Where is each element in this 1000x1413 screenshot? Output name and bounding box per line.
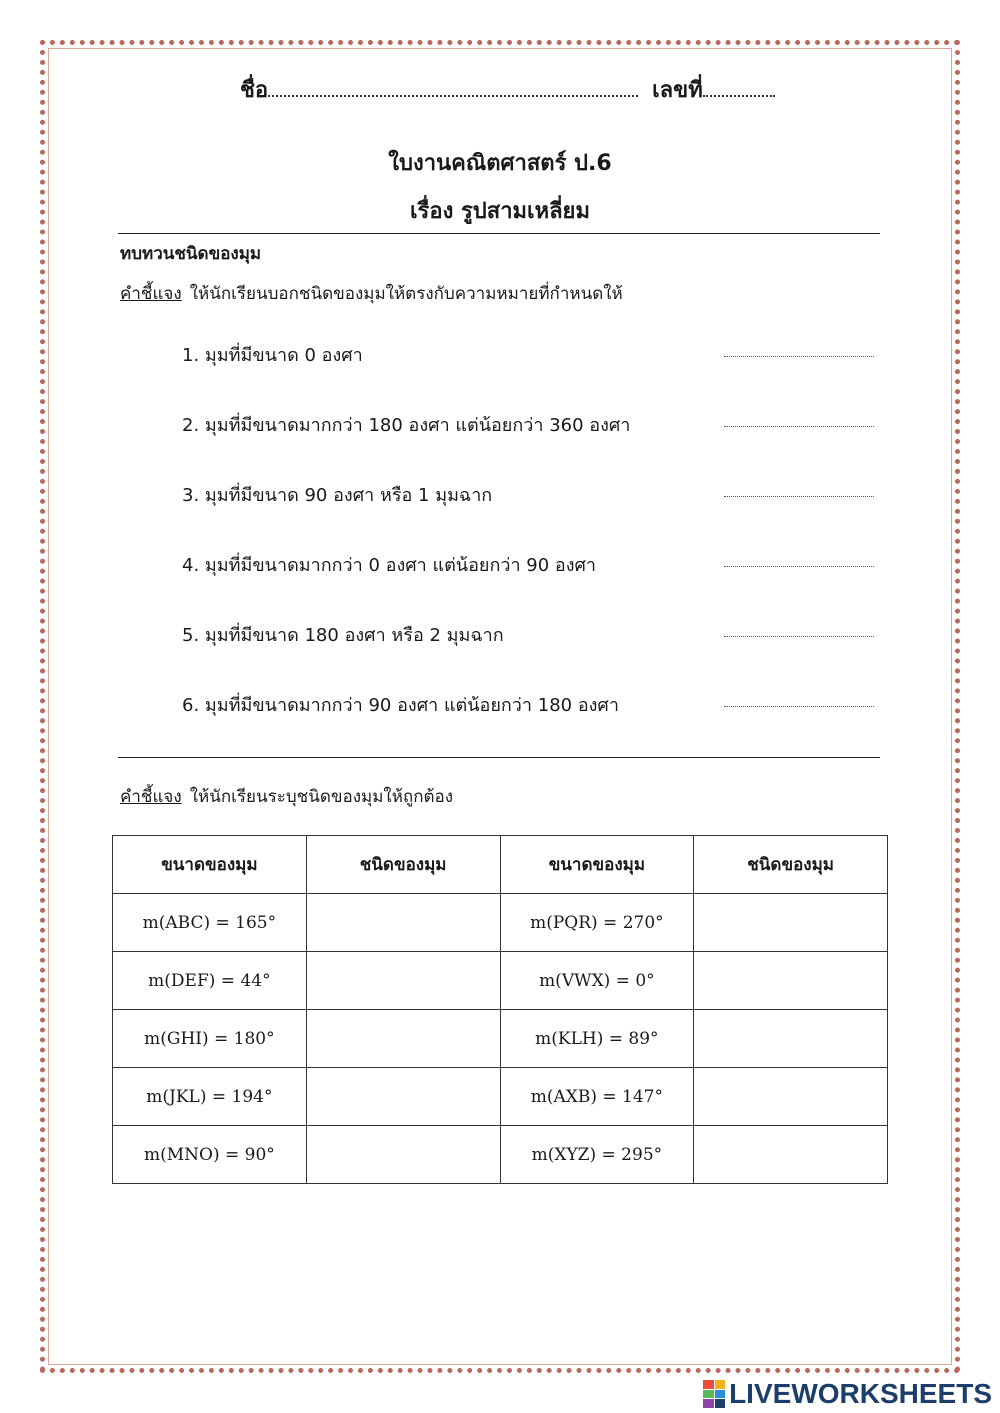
- table-row: [113, 1126, 888, 1184]
- worksheet-subtitle: เรื่อง รูปสามเหลี่ยม: [410, 199, 590, 224]
- angle-measure: m(ABC) = 165°: [113, 894, 307, 952]
- answer-field-5[interactable]: [724, 636, 874, 637]
- instruction-label: คำชี้แจง: [120, 284, 182, 304]
- angle-measure: m(KLH) = 89°: [500, 1010, 694, 1068]
- angle-measure: m(AXB) = 147°: [500, 1068, 694, 1126]
- angle-measure: m(GHI) = 180°: [113, 1010, 307, 1068]
- divider-middle: [118, 757, 880, 758]
- answer-field-4[interactable]: [724, 566, 874, 567]
- angle-type-answer[interactable]: [306, 1010, 500, 1068]
- liveworksheets-logo: [703, 1378, 992, 1410]
- angle-type-answer[interactable]: [306, 1068, 500, 1126]
- question-5: 5. มุมที่มีขนาด 180 องศา หรือ 2 มุมฉาก: [182, 625, 504, 646]
- question-2: 2. มุมที่มีขนาดมากกว่า 180 องศา แต่น้อยกว่า 360 องศา: [182, 415, 631, 436]
- angle-type-answer[interactable]: [694, 952, 888, 1010]
- angle-type-answer[interactable]: [306, 894, 500, 952]
- worksheet-title: ใบงานคณิตศาสตร์ ป.6: [388, 151, 612, 176]
- angle-measure: m(MNO) = 90°: [113, 1126, 307, 1184]
- angle-type-answer[interactable]: [694, 894, 888, 952]
- answer-field-6[interactable]: [724, 706, 874, 707]
- angle-type-answer[interactable]: [694, 1126, 888, 1184]
- table-row: [113, 1068, 888, 1126]
- table-row: [113, 894, 888, 952]
- answer-field-1[interactable]: [724, 356, 874, 357]
- section-heading: ทบทวนชนิดของมุม: [120, 244, 262, 264]
- angle-measure: m(VWX) = 0°: [500, 952, 694, 1010]
- logo-icon: [703, 1380, 725, 1408]
- question-3: 3. มุมที่มีขนาด 90 องศา หรือ 1 มุมฉาก: [182, 485, 493, 506]
- question-6: 6. มุมที่มีขนาดมากกว่า 90 องศา แต่น้อยกว่า 180 องศา: [182, 695, 619, 716]
- instruction-2: [120, 783, 453, 810]
- angle-measure: m(XYZ) = 295°: [500, 1126, 694, 1184]
- logo-text: LIVEWORKSHEETS: [729, 1378, 992, 1409]
- table-row: [113, 952, 888, 1010]
- number-field[interactable]: [703, 94, 775, 97]
- divider-top: [118, 233, 880, 234]
- angle-measure: m(JKL) = 194°: [113, 1068, 307, 1126]
- name-label: ชื่อ: [240, 78, 269, 103]
- angle-type-answer[interactable]: [694, 1010, 888, 1068]
- angle-measure: m(DEF) = 44°: [113, 952, 307, 1010]
- number-label: เลขที่: [652, 78, 703, 103]
- answer-field-3[interactable]: [724, 496, 874, 497]
- angle-type-answer[interactable]: [694, 1068, 888, 1126]
- question-4: 4. มุมที่มีขนาดมากกว่า 0 องศา แต่น้อยกว่า 90 องศา: [182, 555, 597, 576]
- instruction-text: ให้นักเรียนบอกชนิดของมุมให้ตรงกับความหมายที่กำหนดให้: [189, 284, 623, 304]
- student-info-line: [240, 72, 780, 107]
- angle-type-answer[interactable]: [306, 1126, 500, 1184]
- instruction-label: คำชี้แจง: [120, 787, 182, 807]
- header-angle-type: ชนิดของมุม: [306, 836, 500, 894]
- question-1: 1. มุมที่มีขนาด 0 องศา: [182, 345, 363, 366]
- name-field[interactable]: [268, 94, 638, 97]
- angle-type-answer[interactable]: [306, 952, 500, 1010]
- header-angle-size: ขนาดของมุม: [500, 836, 694, 894]
- table-header-row: [113, 836, 888, 894]
- angle-measure: m(PQR) = 270°: [500, 894, 694, 952]
- angle-table: [112, 835, 888, 1184]
- header-angle-type: ชนิดของมุม: [694, 836, 888, 894]
- instruction-1: [120, 280, 623, 307]
- instruction-text: ให้นักเรียนระบุชนิดของมุมให้ถูกต้อง: [189, 787, 454, 807]
- answer-field-2[interactable]: [724, 426, 874, 427]
- header-angle-size: ขนาดของมุม: [113, 836, 307, 894]
- table-row: [113, 1010, 888, 1068]
